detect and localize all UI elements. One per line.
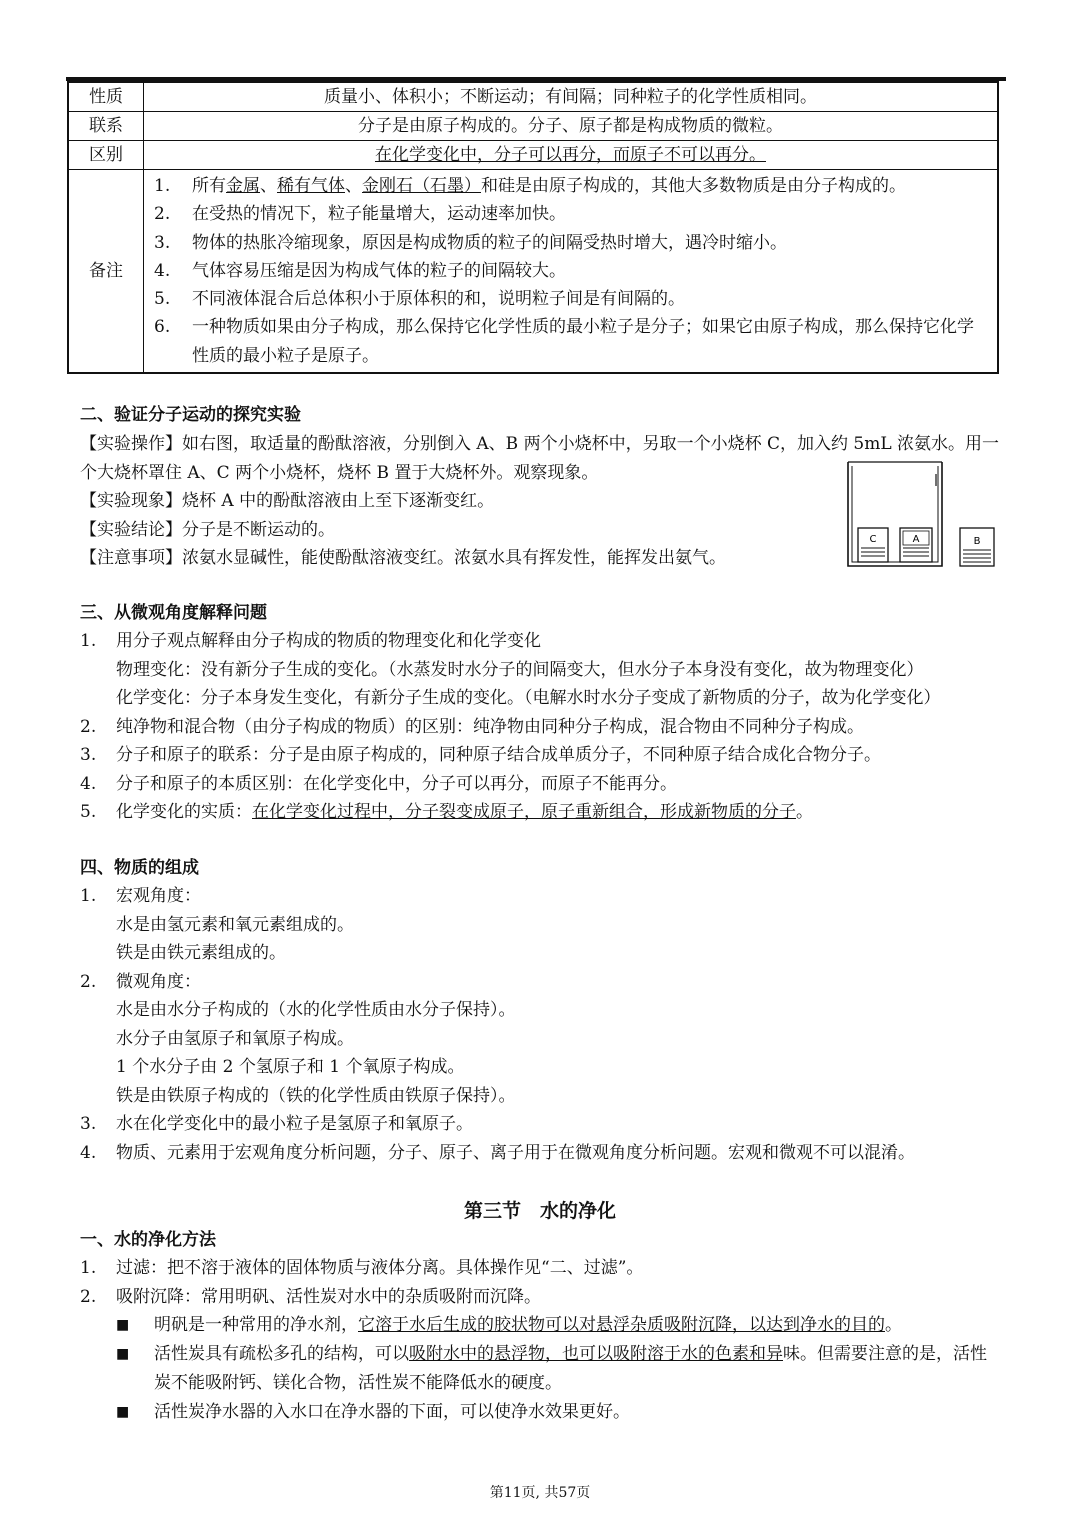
experiment-phenomenon: 【实验现象】烧杯 A 中的酚酞溶液由上至下逐渐变红。 [80, 491, 495, 511]
section-title: 四、物质的组成 [80, 858, 199, 878]
beaker-a [900, 528, 932, 562]
note-number: 4. [154, 260, 171, 281]
list-subitem: 铁是由铁元素组成的。 [116, 943, 286, 963]
table-row [68, 82, 998, 112]
note-item [154, 172, 985, 200]
beaker-label-c: C [869, 534, 877, 545]
beaker-label-b: B [973, 536, 981, 547]
note-number: 5. [154, 289, 171, 310]
section-title: 二、验证分子运动的探究实验 [80, 405, 301, 425]
list-item: 2. 微观角度： [80, 971, 201, 992]
row-key: 联系 [68, 112, 144, 141]
list-item: 5. 化学变化的实质：在化学变化过程中，分子裂变成原子，原子重新组合，形成新物质的分子。 [80, 802, 813, 822]
list-item: 1. 宏观角度： [80, 886, 201, 906]
bullet-item: ■ 活性炭具有疏松多孔的结构，可以吸附水中的悬浮物，也可以吸附溶于水的色素和异味。但需要注意的是，活性炭不能吸附钙、镁化合物，活性炭不能降低水的硬度。 [80, 1340, 1000, 1398]
note-item [154, 313, 985, 370]
experiment-notes: 【注意事项】浓氨水显碱性，能使酚酞溶液变红。浓氨水具有挥发性，能挥发出氨气。 [80, 548, 726, 568]
list-subitem: 水是由氢元素和氧元素组成的。 [116, 914, 354, 935]
note-text: 一种物质如果由分子构成，那么保持它化学性质的最小粒子是分子；如果它由原子构成，那么保持它化学性质的最小粒子是原子。 [192, 317, 974, 366]
section-title: 三、从微观角度解释问题 [80, 603, 267, 623]
list-subitem: 物理变化：没有新分子生成的变化。（水蒸发时水分子的间隔变大，但水分子本身没有变化，故为物理变化） [116, 659, 924, 680]
beaker-b [960, 528, 994, 566]
notes-key: 备注 [68, 170, 144, 374]
note-text: 气体容易压缩是因为构成气体的粒子的间隔较大。 [192, 260, 566, 281]
notes-cell [144, 170, 999, 374]
note-number: 3. [154, 232, 171, 253]
row-key: 区别 [68, 141, 144, 170]
section-water-purification [80, 1226, 1000, 1427]
experiment-operation: 【实验操作】如右图，取适量的酚酞溶液，分别倒入 A、B 两个小烧杯中，另取一个小烧杯 C，加入约 5mL 浓氨水。用一个大烧杯罩住 A、C 两个小烧杯，烧杯 B 置于大烧杯外。观察现象。 [80, 434, 1000, 483]
beaker-experiment-figure [842, 456, 998, 570]
list-item: 4. 分子和原子的本质区别：在化学变化中，分子可以再分，而原子不能再分。 [80, 773, 677, 794]
note-number: 1. [154, 176, 171, 196]
note-text: 不同液体混合后总体积小于原体积的和，说明粒子间是有间隔的。 [192, 289, 685, 310]
list-item: 3. 水在化学变化中的最小粒子是氢原子和氧原子。 [80, 1114, 473, 1134]
square-bullet-icon: ■ [116, 1346, 130, 1362]
list-subitem: 水是由水分子构成的（水的化学性质由水分子保持）。 [116, 1000, 516, 1020]
list-item: 2. 吸附沉降：常用明矾、活性炭对水中的杂质吸附而沉降。 [80, 1286, 541, 1307]
row-value: 质量小、体积小；不断运动；有间隔；同种粒子的化学性质相同。 [144, 82, 999, 112]
row-value [144, 141, 999, 170]
list-item: 1. 过滤：把不溶于液体的固体物质与液体分离。具体操作见“二、过滤”。 [80, 1258, 644, 1278]
table-row [68, 141, 998, 170]
list-subitem: 水分子由氢原子和氧原子构成。 [116, 1028, 354, 1049]
list-item: 1. 用分子观点解释由分子构成的物质的物理变化和化学变化 [80, 631, 541, 651]
section-composition [80, 854, 1000, 1167]
square-bullet-icon: ■ [116, 1404, 130, 1420]
page-footer: 第11页, 共57页 [489, 1485, 591, 1501]
note-item [154, 200, 985, 228]
note-item [154, 229, 985, 257]
note-item [154, 285, 985, 313]
note-text: 在受热的情况下，粒子能量增大，运动速率加快。 [192, 204, 566, 225]
list-subitem: 化学变化：分子本身发生变化，有新分子生成的变化。（电解水时水分子变成了新物质的分子，故为化学变化） [116, 688, 941, 708]
note-text: 物体的热胀冷缩现象，原因是构成物质的粒子的间隔受热时增大，遇冷时缩小。 [192, 232, 787, 253]
chapter-title: 第三节 水的净化 [463, 1200, 616, 1222]
bullet-item: ■ 明矾是一种常用的净水剂，它溶于水后生成的胶状物可以对悬浮杂质吸附沉降，以达到净水的目的。 [80, 1311, 1000, 1340]
underlined-text: 在化学变化中，分子可以再分，而原子不可以再分。 [375, 145, 766, 165]
beaker-label-a: A [912, 534, 920, 545]
note-number: 6. [154, 317, 171, 338]
row-value: 分子是由原子构成的。分子、原子都是构成物质的微粒。 [144, 112, 999, 141]
note-item [154, 257, 985, 285]
large-beaker [848, 462, 942, 566]
table-row-notes [68, 170, 998, 374]
table-row [68, 112, 998, 141]
row-key: 性质 [68, 82, 144, 112]
list-subitem: 1 个水分子由 2 个氢原子和 1 个氧原子构成。 [116, 1057, 465, 1077]
section-microscopic [80, 599, 1000, 827]
list-item: 3. 分子和原子的联系：分子是由原子构成的，同种原子结合成单质分子，不同种原子结合成化合物分子。 [80, 745, 881, 765]
bullet-item: ■ 活性炭净水器的入水口在净水器的下面，可以使净水效果更好。 [80, 1398, 1000, 1427]
square-bullet-icon: ■ [116, 1317, 130, 1333]
list-item: 2. 纯净物和混合物（由分子构成的物质）的区别：纯净物由同种分子构成，混合物由不同种分子构成。 [80, 716, 864, 737]
note-text: 所有金属、稀有气体、金刚石（石墨）和硅是由原子构成的，其他大多数物质是由分子构成的。 [192, 176, 906, 196]
list-item: 4. 物质、元素用于宏观角度分析问题，分子、原子、离子用于在微观角度分析问题。宏观和微观不可以混淆。 [80, 1142, 915, 1163]
section-title: 一、水的净化方法 [80, 1230, 216, 1250]
note-number: 2. [154, 204, 171, 225]
beaker-c [858, 528, 888, 562]
molecule-atom-table [67, 81, 999, 374]
list-subitem: 铁是由铁原子构成的（铁的化学性质由铁原子保持）。 [116, 1085, 516, 1106]
experiment-conclusion: 【实验结论】分子是不断运动的。 [80, 519, 335, 540]
